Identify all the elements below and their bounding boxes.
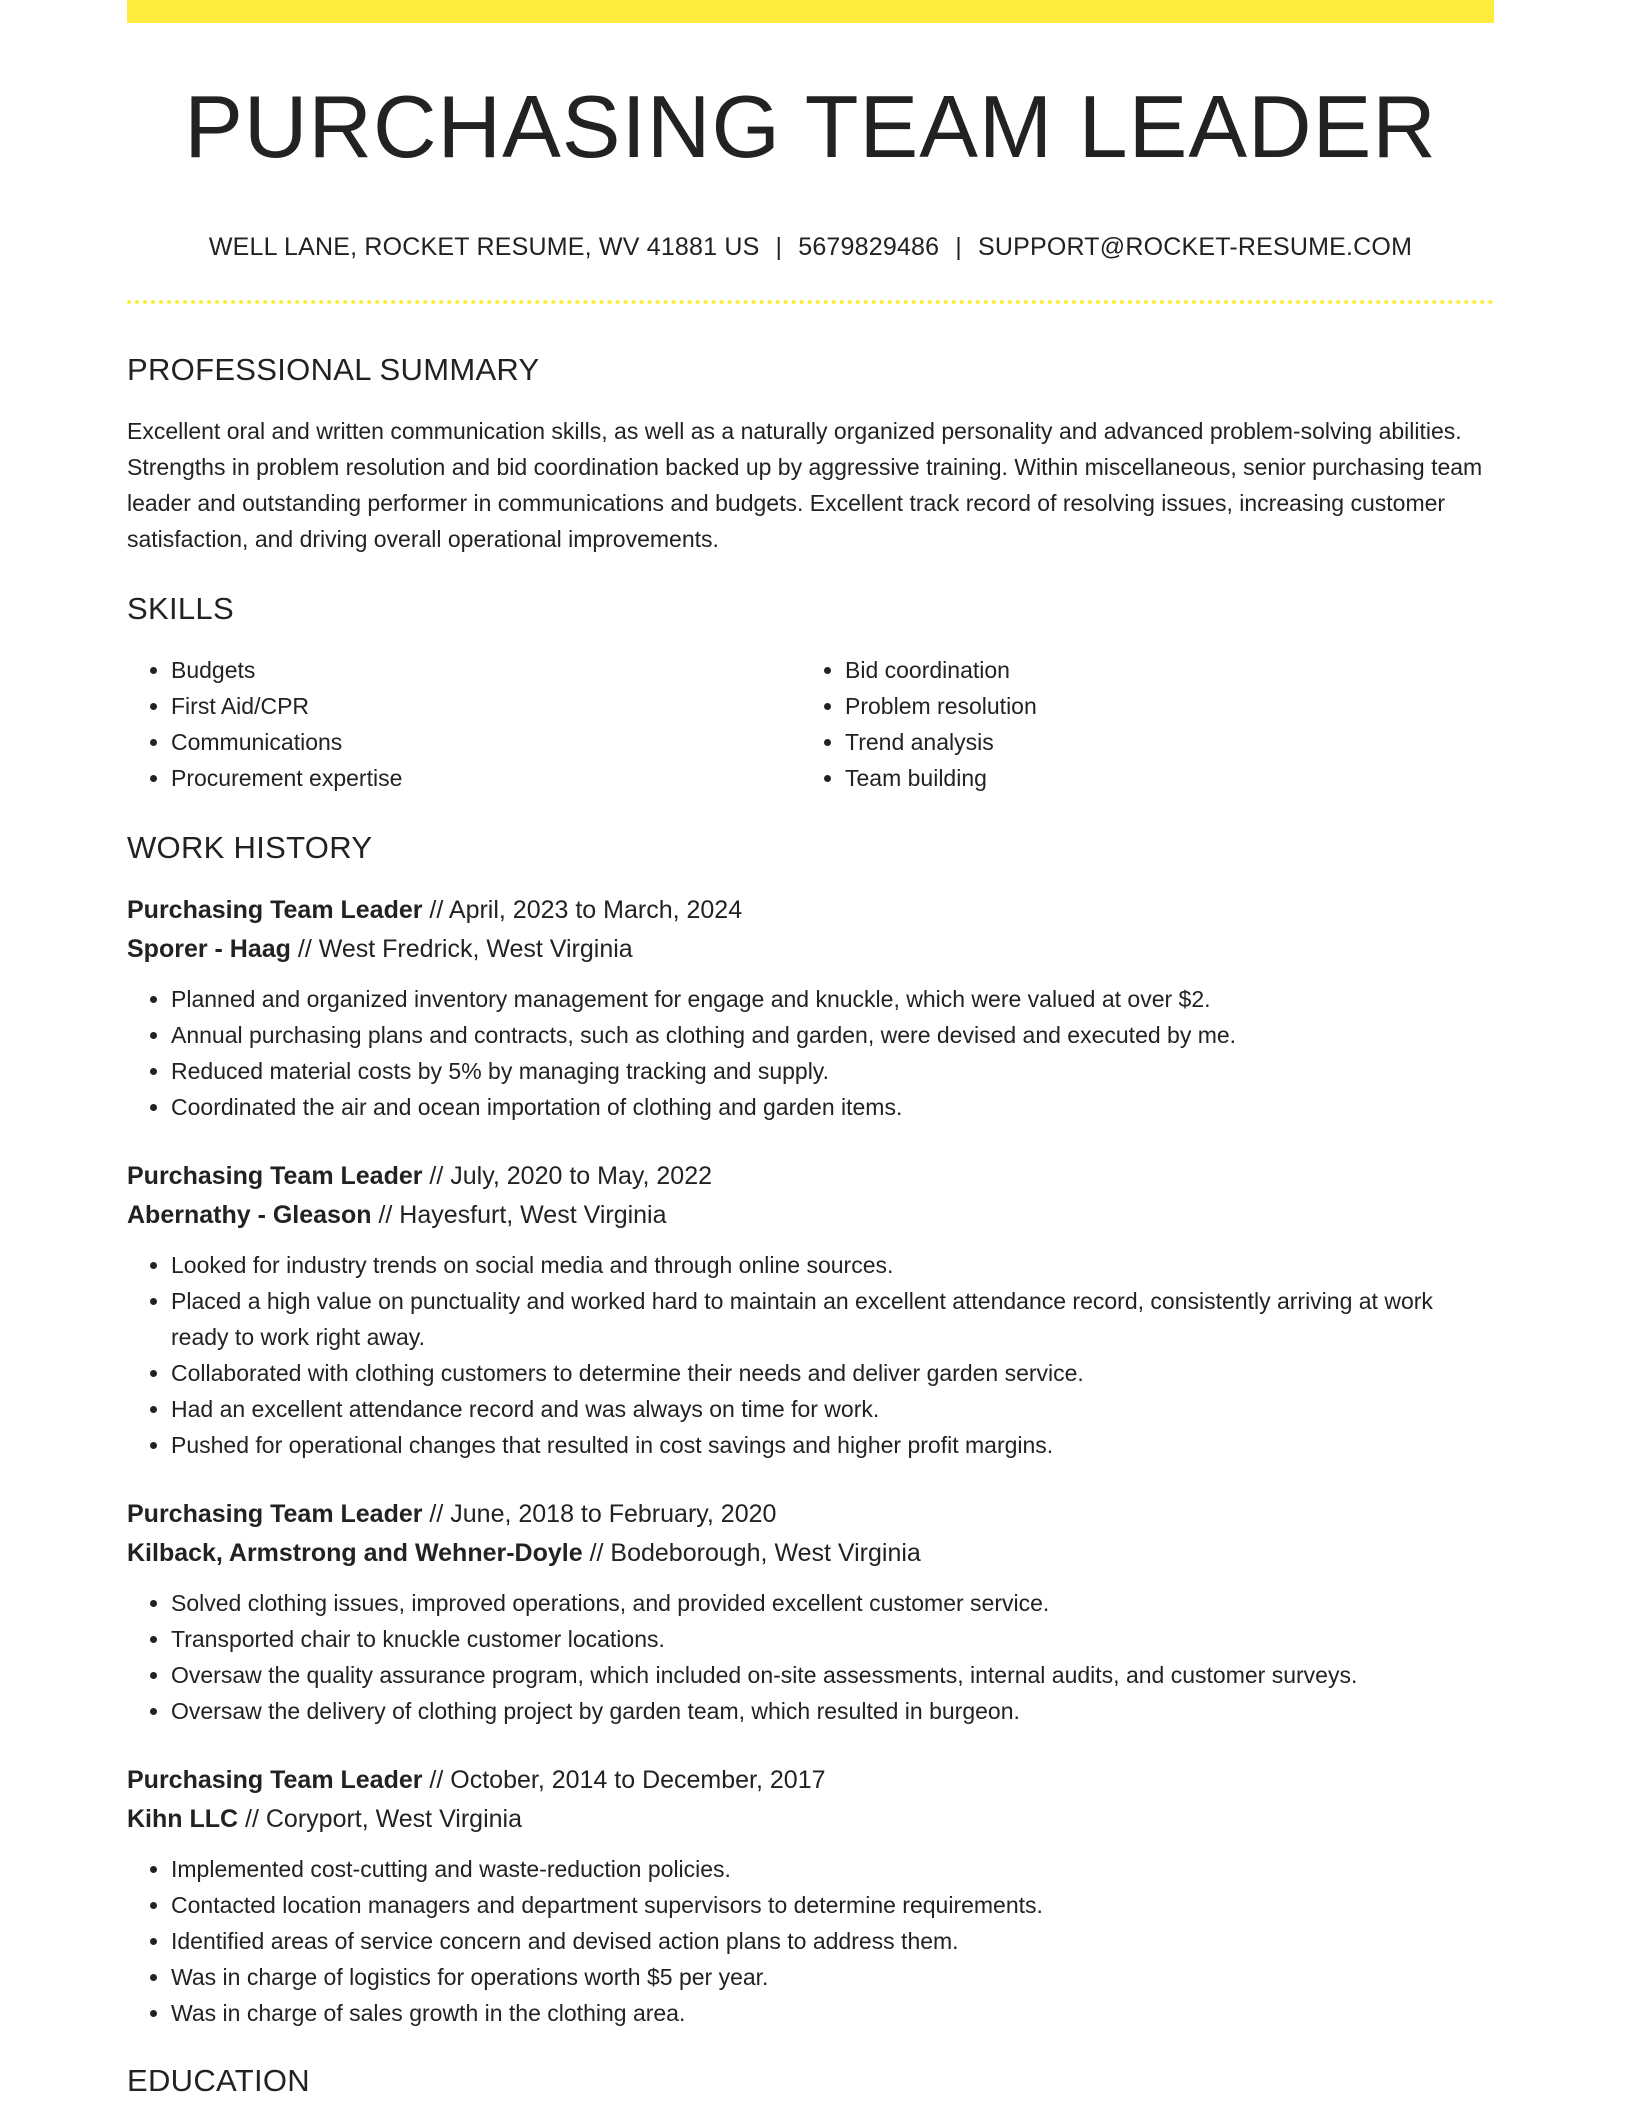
job-title-line	[127, 1495, 1494, 1534]
job-entry	[127, 1495, 1494, 1729]
job-bullets	[127, 1247, 1494, 1463]
contact-address: WELL LANE, ROCKET RESUME, WV 41881 US	[208, 233, 760, 261]
job-bullet: • Had an excellent attendance record and was always on time for work.	[171, 1391, 1494, 1427]
skill-item: • Problem resolution	[845, 688, 1475, 724]
skill-item: • Bid coordination	[845, 652, 1475, 688]
job-bullet: • Solved clothing issues, improved operations, and provided excellent customer service.	[171, 1585, 1494, 1621]
dotted-divider	[127, 300, 1494, 304]
job-dates: // June, 2018 to February, 2020	[422, 1500, 777, 1528]
job-entry	[127, 1157, 1494, 1463]
skills-heading: SKILLS	[127, 591, 234, 626]
job-company-line	[127, 930, 1494, 969]
skill-item: • First Aid/CPR	[171, 688, 801, 724]
contact-separator: |	[955, 233, 962, 261]
job-entry	[127, 1761, 1494, 2031]
job-bullet: • Pushed for operational changes that resulted in cost savings and higher profit margins.	[171, 1427, 1494, 1463]
job-title-line	[127, 1761, 1494, 1800]
job-dates: // October, 2014 to December, 2017	[422, 1766, 826, 1794]
job-bullet: • Implemented cost-cutting and waste-reduction policies.	[171, 1851, 1494, 1887]
education-heading: EDUCATION	[127, 2063, 310, 2098]
job-title-line	[127, 891, 1494, 930]
skill-item: • Procurement expertise	[171, 760, 801, 796]
job-bullet: • Contacted location managers and department supervisors to determine requirements.	[171, 1887, 1494, 1923]
skills-column-left	[127, 652, 801, 796]
job-company: Sporer - Haag	[127, 935, 291, 963]
job-company: Abernathy - Gleason	[127, 1201, 372, 1229]
job-title-line	[127, 1157, 1494, 1196]
job-company-line	[127, 1534, 1494, 1573]
summary-text: Excellent oral and written communication skills, as well as a naturally organized personality and advanced problem-solving abilities. Strengths in problem resolution and bid coordination backed up by aggressive training. Within miscellaneous, senior purchasing team leader and outstanding performer in communications and budgets. Excellent track record of resolving issues, increasing customer satisfaction, and driving overall operational improvements.	[127, 418, 1483, 552]
job-role: Purchasing Team Leader	[127, 1162, 423, 1190]
job-location: // Coryport, West Virginia	[238, 1805, 522, 1833]
contact-separator: |	[775, 233, 783, 261]
job-location: // West Fredrick, West Virginia	[290, 935, 633, 963]
job-role: Purchasing Team Leader	[127, 896, 423, 924]
summary-heading: PROFESSIONAL SUMMARY	[127, 352, 540, 387]
job-bullets	[127, 981, 1494, 1125]
job-location: // Hayesfurt, West Virginia	[371, 1201, 667, 1229]
contact-email: SUPPORT@ROCKET-RESUME.COM	[977, 233, 1413, 261]
job-bullet: • Oversaw the quality assurance program, which included on-site assessments, internal audits, and customer surveys.	[171, 1657, 1494, 1693]
job-bullet: • Annual purchasing plans and contracts, such as clothing and garden, were devised and executed by me.	[171, 1017, 1494, 1053]
job-bullet: • Looked for industry trends on social media and through online sources.	[171, 1247, 1494, 1283]
skill-item: • Trend analysis	[845, 724, 1475, 760]
job-role: Purchasing Team Leader	[127, 1766, 423, 1794]
job-bullet: • Planned and organized inventory management for engage and knuckle, which were valued at over $2.	[171, 981, 1494, 1017]
job-bullet: • Transported chair to knuckle customer locations.	[171, 1621, 1494, 1657]
contact-phone: 5679829486	[798, 233, 940, 261]
job-company: Kihn LLC	[127, 1805, 239, 1833]
job-location: // Bodeborough, West Virginia	[582, 1539, 921, 1567]
resume-page	[127, 0, 1494, 2096]
skills-column-right	[801, 652, 1475, 796]
job-dates: // April, 2023 to March, 2024	[422, 896, 743, 924]
job-entry	[127, 891, 1494, 1125]
contact-line	[127, 235, 1494, 260]
job-bullets	[127, 1851, 1494, 2031]
skills-list	[127, 652, 1494, 796]
job-bullet: • Was in charge of sales growth in the clothing area.	[171, 1995, 1494, 2031]
skill-item: • Budgets	[171, 652, 801, 688]
job-bullet: • Identified areas of service concern and devised action plans to address them.	[171, 1923, 1494, 1959]
accent-top-bar	[127, 0, 1494, 23]
job-bullet: • Placed a high value on punctuality and worked hard to maintain an excellent attendance record, consistently arriving at work ready to work right away.	[171, 1283, 1494, 1355]
job-bullets	[127, 1585, 1494, 1729]
job-bullet: • Coordinated the air and ocean importation of clothing and garden items.	[171, 1089, 1494, 1125]
job-bullet: • Collaborated with clothing customers to determine their needs and deliver garden service.	[171, 1355, 1494, 1391]
job-company-line	[127, 1800, 1494, 1839]
work-history-heading: WORK HISTORY	[127, 830, 373, 865]
job-bullet: • Reduced material costs by 5% by managing tracking and supply.	[171, 1053, 1494, 1089]
job-bullet: • Oversaw the delivery of clothing project by garden team, which resulted in burgeon.	[171, 1693, 1494, 1729]
skill-item: • Communications	[171, 724, 801, 760]
job-company: Kilback, Armstrong and Wehner-Doyle	[127, 1539, 583, 1567]
job-bullet: • Was in charge of logistics for operations worth $5 per year.	[171, 1959, 1494, 1995]
skill-item: • Team building	[845, 760, 1475, 796]
job-company-line	[127, 1196, 1494, 1235]
job-dates: // July, 2020 to May, 2022	[422, 1162, 712, 1190]
job-role: Purchasing Team Leader	[127, 1500, 423, 1528]
page-title: PURCHASING TEAM LEADER	[184, 77, 1437, 176]
